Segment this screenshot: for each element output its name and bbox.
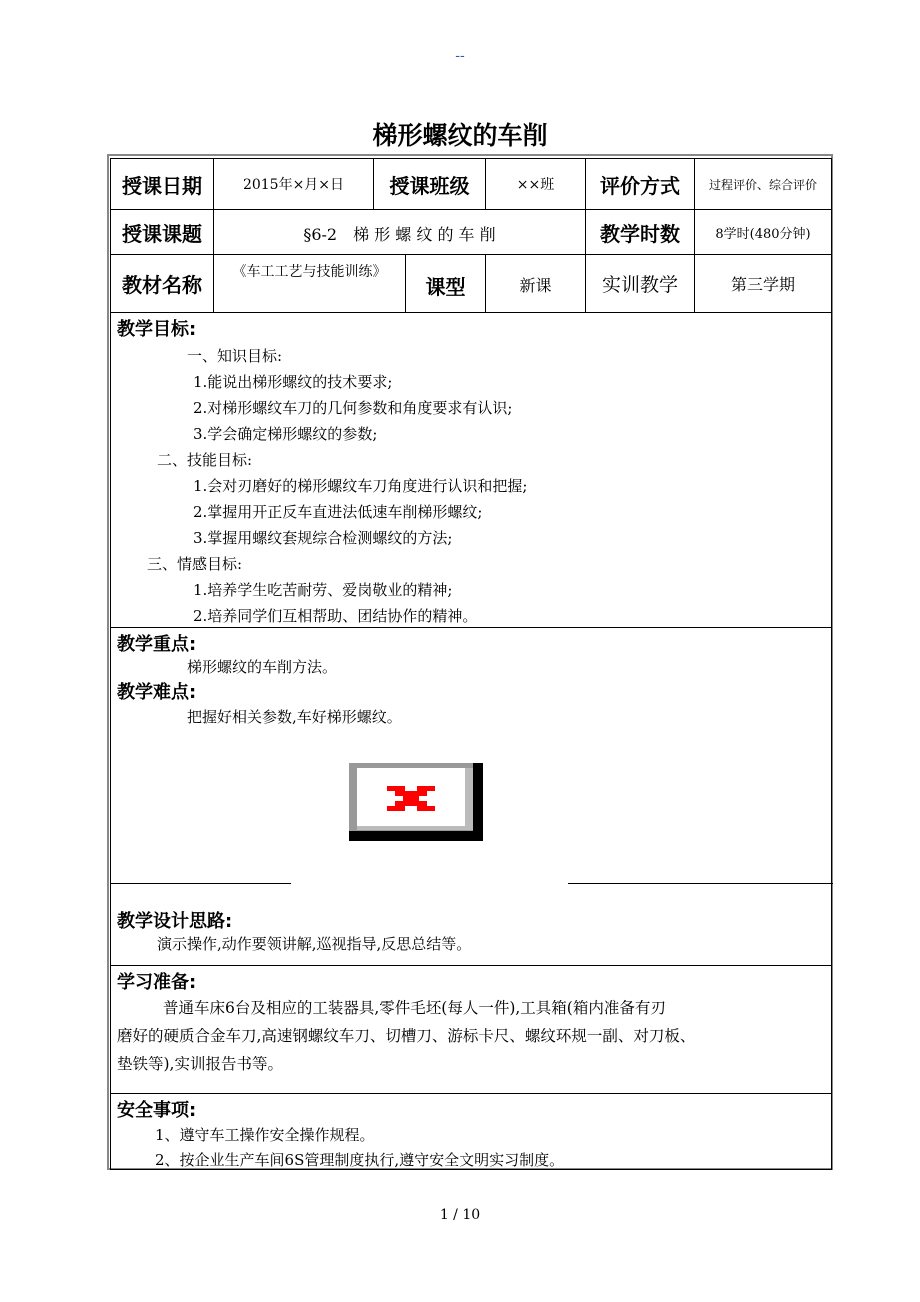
hours-value: 8学时(480分钟) (694, 209, 832, 255)
objective-line: 1.能说出梯形螺纹的技术要求; (193, 373, 393, 391)
term-value: 第三学期 (694, 254, 832, 313)
prep-heading: 学习准备: (117, 972, 197, 993)
hours-label: 教学时数 (585, 209, 695, 255)
eval-label: 评价方式 (585, 158, 695, 210)
broken-image-icon (349, 763, 483, 841)
topic-value: §6-2 梯 形 螺 纹 的 车 削 (213, 209, 586, 255)
prep-line: 磨好的硬质合金车刀,高速钢螺纹车刀、切槽刀、游标卡尺、螺纹环规一副、对刀板、 (117, 1027, 696, 1045)
topic-label: 授课课题 (110, 209, 214, 255)
document-title: 梯形螺纹的车削 (372, 121, 548, 150)
design-heading: 教学设计思路: (117, 911, 233, 932)
objective-line: 二、技能目标: (157, 451, 253, 469)
book-value: 《车工工艺与技能训练》 (213, 254, 406, 313)
class-label: 授课班级 (373, 158, 486, 210)
key-text: 梯形螺纹的车削方法。 (187, 658, 338, 676)
type-value: 新课 (485, 254, 586, 313)
mode-value: 实训教学 (585, 254, 695, 313)
prep-section (110, 965, 832, 1094)
key-heading: 教学重点: (117, 634, 197, 655)
objective-line: 3.学会确定梯形螺纹的参数; (193, 425, 378, 443)
safety-section (110, 1093, 832, 1170)
objectives-heading: 教学目标: (117, 319, 197, 340)
objective-line: 2.对梯形螺纹车刀的几何参数和角度要求有认识; (193, 399, 513, 417)
safety-heading: 安全事项: (117, 1100, 197, 1121)
date-value: 2015年×月×日 (213, 158, 374, 210)
class-value: ××班 (485, 158, 586, 210)
objective-line: 1.培养学生吃苦耐劳、爱岗敬业的精神; (193, 581, 453, 599)
page-number: 1 / 10 (439, 1207, 481, 1223)
prep-line: 垫铁等),实训报告书等。 (117, 1055, 283, 1073)
difficulty-heading: 教学难点: (117, 682, 197, 703)
objective-line: 2.掌握用开正反车直进法低速车削梯形螺纹; (193, 503, 483, 521)
key-points-section (110, 627, 832, 886)
objective-line: 一、知识目标: (187, 347, 283, 365)
safety-line: 1、遵守车工操作安全操作规程。 (155, 1126, 375, 1144)
book-label: 教材名称 (110, 254, 214, 313)
safety-line: 2、按企业生产车间6S管理制度执行,遵守安全文明实习制度。 (155, 1151, 565, 1169)
objective-line: 1.会对刃磨好的梯形螺纹车刀角度进行认识和把握; (193, 477, 528, 495)
design-section (110, 885, 832, 966)
objective-line: 2.培养同学们互相帮助、团结协作的精神。 (193, 607, 478, 625)
type-label: 课型 (405, 254, 486, 313)
date-label: 授课日期 (110, 158, 214, 210)
objective-line: 三、情感目标: (147, 555, 243, 573)
prep-line: 普通车床6台及相应的工装器具,零件毛坯(每人一件),工具箱(箱内准备有刃 (163, 999, 666, 1017)
objective-line: 3.掌握用螺纹套规综合检测螺纹的方法; (193, 529, 453, 547)
objectives-section (110, 312, 832, 628)
page-header: -- (455, 48, 465, 64)
eval-value: 过程评价、综合评价 (694, 158, 832, 210)
design-text: 演示操作,动作要领讲解,巡视指导,反思总结等。 (157, 935, 472, 953)
difficulty-text: 把握好相关参数,车好梯形螺纹。 (187, 708, 402, 726)
